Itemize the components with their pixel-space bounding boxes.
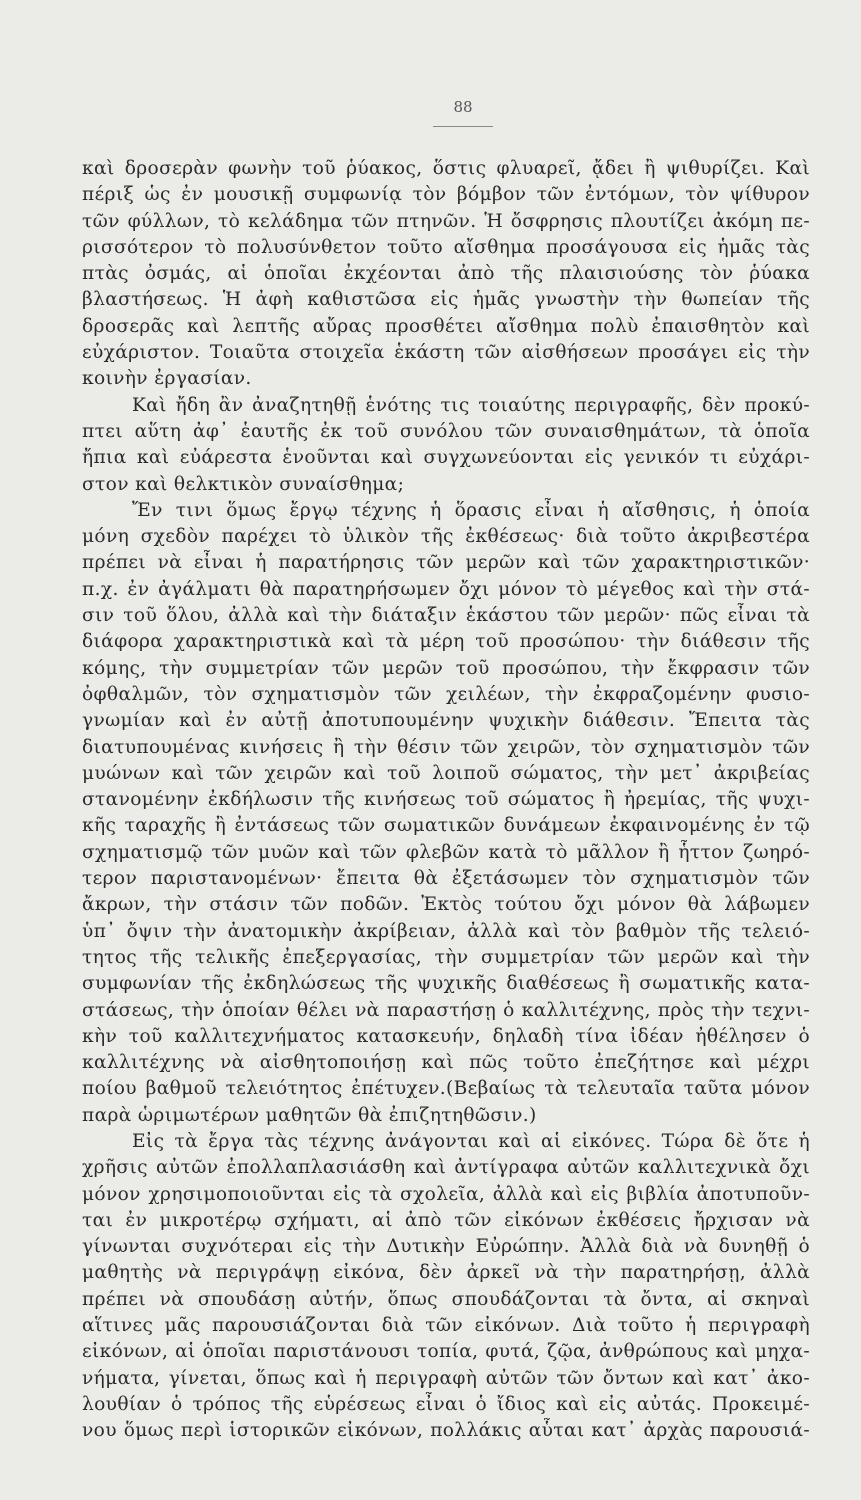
page-number-rule <box>433 126 493 127</box>
text-line: πέριξ ὡς ἐν μουσικῇ συμφωνίᾳ τὸν βόμβον τῶν ἐντόμων, τὸν ψίθυρον <box>82 184 810 206</box>
text-line: Ἔν τινι ὅμως ἔργῳ τέχνης ἡ ὅρασις εἶναι ἡ αἴσθησις, ἡ ὁποία <box>132 499 810 521</box>
text-line: νου ὅμως περὶ ἱστορικῶν εἰκόνων, πολλάκις αὗται κατ᾽ ἀρχὰς παρουσιά- <box>82 1420 810 1442</box>
text-line: λουθίαν ὁ τρόπος τῆς εὑρέσεως εἶναι ὁ ἴδιος καὶ εἰς αὐτάς. Προκειμέ- <box>82 1393 810 1415</box>
text-line: γνωμίαν καὶ ἐν αὐτῇ ἀποτυπουμένην ψυχικὴν διάθεσιν. Ἔπειτα τὰς <box>82 710 810 732</box>
text-line: ὀφθαλμῶν, τὸν σχηματισμὸν τῶν χειλέων, τὴν ἐκφραζομένην φυσιο- <box>82 683 810 705</box>
text-line: ἤπια καὶ εὐάρεστα ἑνοῦνται καὶ συγχωνεύονται εἰς γενικόν τι εὐχάρι- <box>82 447 810 469</box>
text-line: κῆς ταραχῆς ἢ ἐντάσεως τῶν σωματικῶν δυνάμεων ἐκφαινομένης ἐν τῷ <box>82 815 810 837</box>
text-line: γίνωνται συχνότεραι εἰς τὴν Δυτικὴν Εὐρώπην. Ἀλλὰ διὰ νὰ δυνηθῇ ὁ <box>82 1236 810 1258</box>
text-line: εἰκόνων, αἱ ὁποῖαι παριστάνουσι τοπία, φυτά, ζῷα, ἀνθρώπους καὶ μηχα- <box>82 1341 810 1363</box>
text-line: χρῆσις αὐτῶν ἐπολλαπλασιάσθη καὶ ἀντίγραφα αὐτῶν καλλιτεχνικὰ ὄχι <box>82 1157 810 1179</box>
text-line: τερον παριστανομένων· ἔπειτα θὰ ἐξετάσωμεν τὸν σχηματισμὸν τῶν <box>82 868 810 890</box>
text-line: τητος τῆς τελικῆς ἐπεξεργασίας, τὴν συμμετρίαν τῶν μερῶν καὶ τὴν <box>82 946 810 968</box>
text-line: παρὰ ὡριμωτέρων μαθητῶν θὰ ἐπιζητηθῶσιν.) <box>82 1104 537 1126</box>
text-line: σχηματισμῷ τῶν μυῶν καὶ τῶν φλεβῶν κατὰ τὸ μᾶλλον ἢ ἧττον ζωηρό- <box>82 841 810 863</box>
text-line: ὑπ᾽ ὄψιν τὴν ἀνατομικὴν ἀκρίβειαν, ἀλλὰ καὶ τὸν βαθμὸν τῆς τελειό- <box>82 920 810 942</box>
text-line: ποίου βαθμοῦ τελειότητος ἐπέτυχεν.(Βεβαίως τὰ τελευταῖα ταῦτα μόνον <box>82 1078 810 1100</box>
text-line: ται ἐν μικροτέρῳ σχήματι, αἱ ἀπὸ τῶν εἰκόνων ἐκθέσεις ἤρχισαν νὰ <box>82 1209 810 1231</box>
text-line: συμφωνίαν τῆς ἐκδηλώσεως τῆς ψυχικῆς διαθέσεως ἢ σωματικῆς κατα- <box>82 973 810 995</box>
text-line: πρέπει νὰ εἶναι ἡ παρατήρησις τῶν μερῶν καὶ τῶν χαρακτηριστικῶν· <box>82 552 810 574</box>
text-line: κόμης, τὴν συμμετρίαν τῶν μερῶν τοῦ προσώπου, τὴν ἔκφρασιν τῶν <box>82 657 810 679</box>
text-line: στον καὶ θελκτικὸν συναίσθημα; <box>82 473 405 495</box>
text-line: σιν τοῦ ὅλου, ἀλλὰ καὶ τὴν διάταξιν ἑκάστου τῶν μερῶν· πῶς εἶναι τὰ <box>82 605 810 627</box>
text-line: κοινὴν ἐργασίαν. <box>82 368 252 390</box>
text-line: Καὶ ἤδη ἂν ἀναζητηθῇ ἑνότης τις τοιαύτης περιγραφῆς, δὲν προκύ- <box>132 394 810 416</box>
text-line: βλαστήσεως. Ἡ ἀφὴ καθιστῶσα εἰς ἡμᾶς γνωστὴν τὴν θωπείαν τῆς <box>82 289 810 311</box>
body-text <box>82 156 810 1445</box>
text-line: διάφορα χαρακτηριστικὰ καὶ τὰ μέρη τοῦ προσώπου· τὴν διάθεσιν τῆς <box>82 631 810 653</box>
text-line: ἄκρων, τὴν στάσιν τῶν ποδῶν. Ἐκτὸς τούτου ὄχι μόνον θὰ λάβωμεν <box>82 894 810 916</box>
text-line: μυώνων καὶ τῶν χειρῶν καὶ τοῦ λοιποῦ σώματος, τὴν μετ᾽ ἀκριβείας <box>82 762 810 784</box>
text-line: ρισσότερον τὸ πολυσύνθετον τοῦτο αἴσθημα προσάγουσα εἰς ἡμᾶς τὰς <box>82 236 810 258</box>
text-line: εὐχάριστον. Τοιαῦτα στοιχεῖα ἑκάστη τῶν αἰσθήσεων προσάγει εἰς τὴν <box>82 342 810 364</box>
text-line: μαθητὴς νὰ περιγράψῃ εἰκόνα, δὲν ἀρκεῖ νὰ τὴν παρατηρήσῃ, ἀλλὰ <box>82 1262 810 1284</box>
text-line: δροσερᾶς καὶ λεπτῆς αὔρας προσθέτει αἴσθημα πολὺ ἐπαισθητὸν καὶ <box>82 315 810 337</box>
text-line: πτὰς ὀσμάς, αἱ ὁποῖαι ἐκχέονται ἀπὸ τῆς πλαισιούσης τὸν ῥύακα <box>82 263 810 285</box>
text-line: κὴν τοῦ καλλιτεχνήματος κατασκευήν, δηλαδὴ τίνα ἰδέαν ἠθέλησεν ὁ <box>82 1025 810 1047</box>
text-line: καλλιτέχνης νὰ αἰσθητοποιήσῃ καὶ πῶς τοῦτο ἐπεζήτησε καὶ μέχρι <box>82 1052 810 1074</box>
text-line: τῶν φύλλων, τὸ κελάδημα τῶν πτηνῶν. Ἡ ὄσφρησις πλουτίζει ἀκόμη πε- <box>82 210 810 232</box>
text-line: νήματα, γίνεται, ὅπως καὶ ἡ περιγραφὴ αὐτῶν τῶν ὄντων καὶ κατ᾽ ἀκο- <box>82 1367 810 1389</box>
text-line: καὶ δροσερὰν φωνὴν τοῦ ῥύακος, ὅστις φλυαρεῖ, ᾄδει ἢ ψιθυρίζει. Καὶ <box>82 158 810 179</box>
text-line: πρέπει νὰ σπουδάσῃ αὐτήν, ὅπως σπουδάζονται τὰ ὄντα, αἱ σκηναὶ <box>82 1288 810 1310</box>
page-number: 88 <box>453 98 473 116</box>
text-line: πτει αὕτη ἀφ᾽ ἑαυτῆς ἐκ τοῦ συνόλου τῶν συναισθημάτων, τὰ ὁποῖα <box>82 420 810 442</box>
text-line: μόνη σχεδὸν παρέχει τὸ ὑλικὸν τῆς ἐκθέσεως· διὰ τοῦτο ἀκριβεστέρα <box>82 526 810 548</box>
text-line: διατυπουμένας κινήσεις ἢ τὴν θέσιν τῶν χειρῶν, τὸν σχηματισμὸν τῶν <box>82 736 810 758</box>
text-line: μόνον χρησιμοποιοῦνται εἰς τὰ σχολεῖα, ἀλλὰ καὶ εἰς βιβλία ἀποτυποῦν- <box>82 1183 810 1205</box>
text-line: στανομένην ἐκδήλωσιν τῆς κινήσεως τοῦ σώματος ἢ ἠρεμίας, τῆς ψυχι- <box>82 789 810 811</box>
text-line: αἵτινες μᾶς παρουσιάζονται διὰ τῶν εἰκόνων. Διὰ τοῦτο ἡ περιγραφὴ <box>82 1315 810 1337</box>
text-line: Εἰς τὰ ἔργα τὰς τέχνης ἀνάγονται καὶ αἱ εἰκόνες. Τώρα δὲ ὅτε ἡ <box>132 1130 810 1152</box>
text-line: στάσεως, τὴν ὁποίαν θέλει νὰ παραστήσῃ ὁ καλλιτέχνης, πρὸς τὴν τεχνι- <box>82 999 810 1021</box>
text-line: π.χ. ἐν ἀγάλματι θὰ παρατηρήσωμεν ὄχι μόνον τὸ μέγεθος καὶ τὴν στά- <box>82 578 810 600</box>
